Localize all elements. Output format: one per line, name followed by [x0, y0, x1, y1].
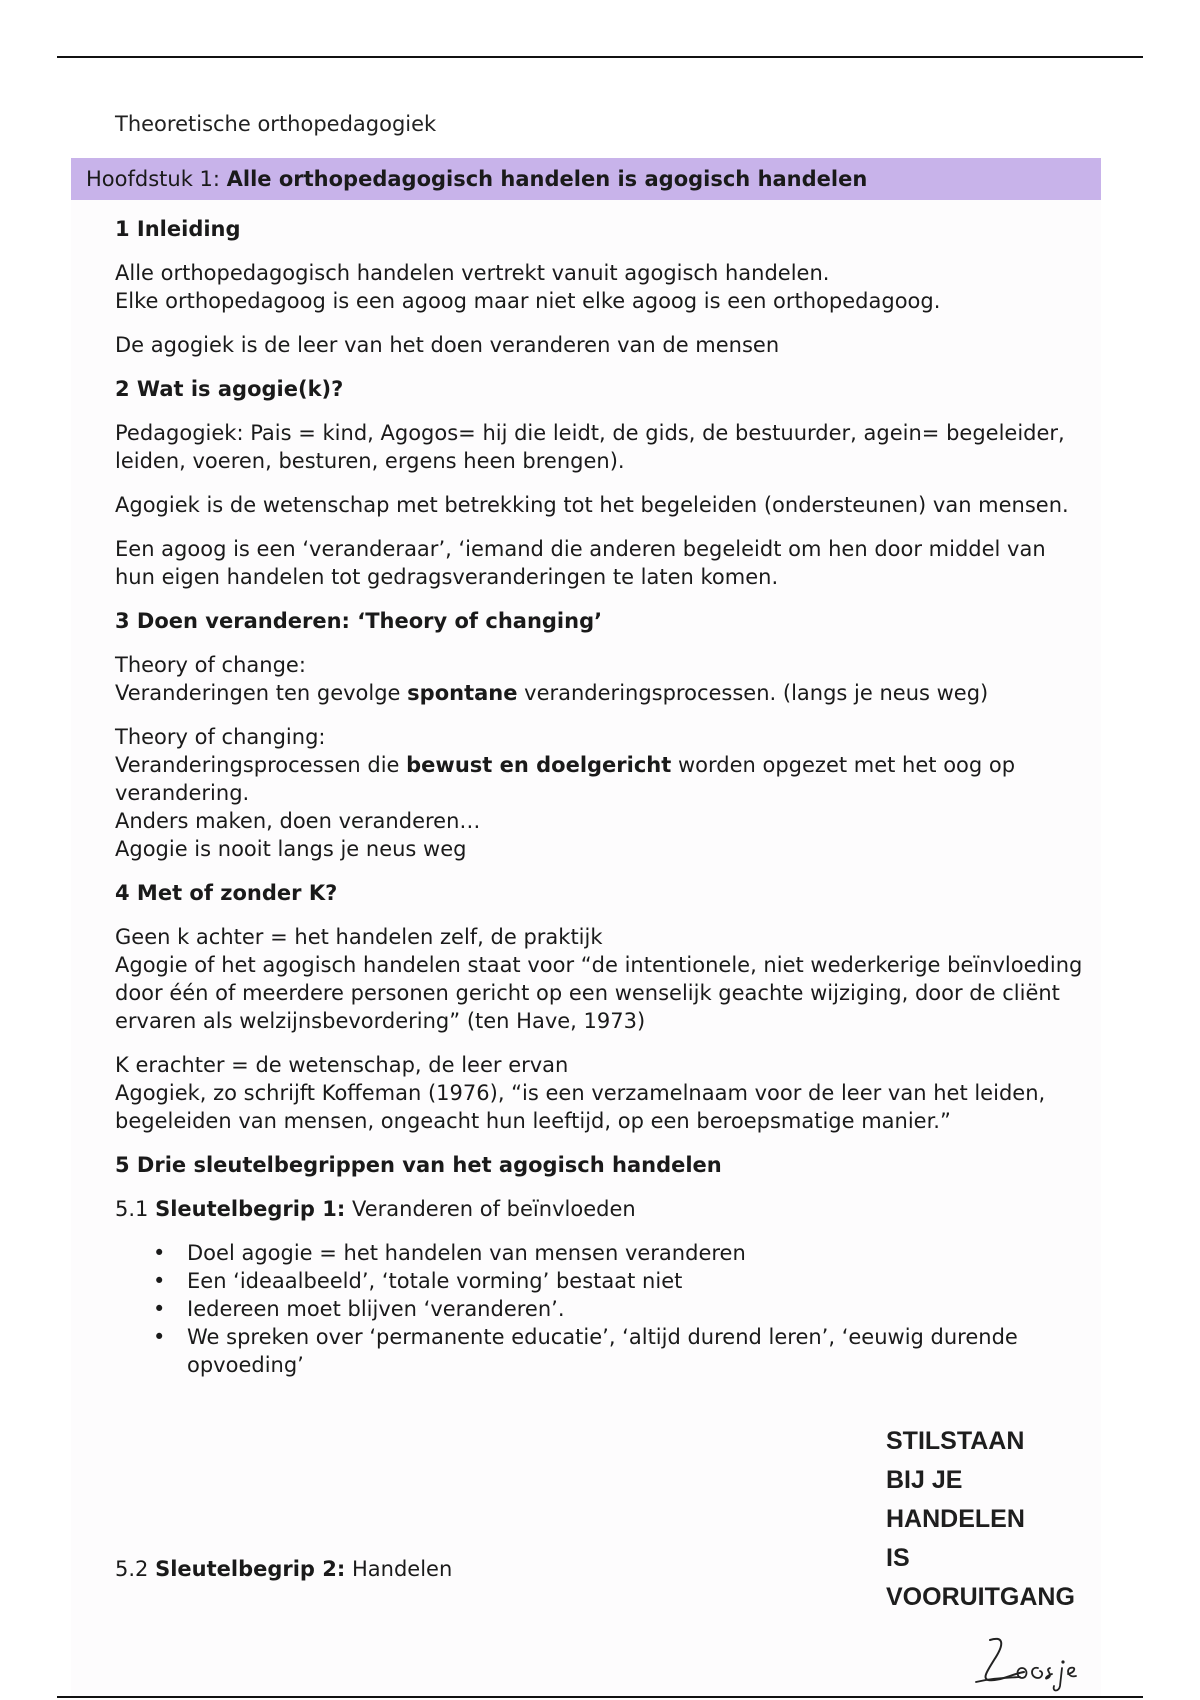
text-run: worden opgezet met het oog op verandering. — [115, 753, 1016, 805]
text-line: Agogie is nooit langs je neus weg — [115, 837, 467, 861]
subsection-number: 5.2 — [115, 1557, 156, 1581]
section-2-heading: 2 Wat is agogie(k)? — [115, 377, 344, 401]
top-rule — [57, 56, 1143, 58]
text-line: Elke orthopedagoog is een agoog maar niet elke agoog is een orthopedagoog. — [115, 289, 941, 313]
list-item: • We spreken over ‘permanente educatie’, ‘altijd durend leren’, ‘eeuwig durende opvoeding’ — [187, 1323, 1090, 1379]
text-line: Theory of changing: — [115, 725, 326, 749]
quote-line: BIJ JE — [886, 1466, 963, 1494]
section-5-heading: 5 Drie sleutelbegrippen van het agogisch handelen — [115, 1153, 722, 1177]
bottom-rule — [57, 1696, 1143, 1698]
loesje-signature — [972, 1632, 1082, 1692]
loesje-quote — [886, 1422, 1096, 1617]
section-1-paragraph-2: De agogiek is de leer van het doen veranderen van de mensen — [115, 333, 780, 357]
section-2-paragraph-3: Een agoog is een ‘veranderaar’, ‘iemand die anderen begeleidt om hen door middel van hun eigen handelen tot gedragsveranderingen te laten komen. — [115, 537, 1046, 589]
text-run: veranderingsprocessen. (langs je neus weg) — [517, 681, 989, 705]
theory-of-changing-paragraph — [115, 723, 1090, 863]
list-item: • Doel agogie = het handelen van mensen veranderen — [187, 1239, 1090, 1267]
section-1-paragraph-1 — [115, 259, 1090, 315]
text-run: Veranderen of beïnvloeden — [345, 1197, 636, 1221]
text-run: Agogie of het agogisch handelen staat voor “de intentionele, niet wederkerige beïnvloeding door één of meerdere personen gericht op een wenselijk geachte wijziging, door de cliënt ervaren als welzijnsbevordering” (ten Have, 1973) — [115, 953, 1083, 1033]
quote-line: VOORUITGANG — [886, 1583, 1075, 1611]
text-run: Veranderingsprocessen die — [115, 753, 407, 777]
section-2-paragraph-1: Pedagogiek: Pais = kind, Agogos= hij die leidt, de gids, de bestuurder, agein= begeleider, leiden, voeren, besturen, ergens heen brengen). — [115, 421, 1065, 473]
section-4-paragraph-2 — [115, 1051, 1090, 1135]
theory-of-change-paragraph — [115, 651, 1090, 707]
bullet-list — [115, 1239, 1090, 1379]
section-1-heading: 1 Inleiding — [115, 217, 241, 241]
chapter-title: Alle orthopedagogisch handelen is agogisch handelen — [226, 167, 868, 191]
text-run: Veranderingen ten gevolge — [115, 681, 408, 705]
text-line: K erachter = de wetenschap, de leer ervan — [115, 1053, 569, 1077]
bold-text: spontane — [407, 681, 518, 705]
text-line: Theory of change: — [115, 653, 306, 677]
section-3-heading: 3 Doen veranderen: ‘Theory of changing’ — [115, 609, 603, 633]
text-line: Geen k achter = het handelen zelf, de praktijk — [115, 925, 603, 949]
text-run: Handelen — [345, 1557, 453, 1581]
text-line: Anders maken, doen veranderen… — [115, 809, 481, 833]
document-body — [115, 215, 1090, 1379]
bold-text: Sleutelbegrip 1: — [155, 1197, 346, 1221]
chapter-prefix: Hoofdstuk 1: — [86, 167, 227, 191]
quote-line: STILSTAAN — [886, 1427, 1025, 1455]
list-item: • Een ‘ideaalbeeld’, ‘totale vorming’ bestaat niet — [187, 1267, 1090, 1295]
subsection-number: 5.1 — [115, 1197, 156, 1221]
subsection-5-1-heading — [115, 1195, 1090, 1223]
chapter-title-bar — [71, 158, 1101, 200]
section-4-heading: 4 Met of zonder K? — [115, 881, 338, 905]
section-4-paragraph-1 — [115, 923, 1090, 1035]
document-header: Theoretische orthopedagogiek — [115, 112, 437, 136]
subsection-5-2-heading — [115, 1555, 452, 1583]
quote-line: HANDELEN — [886, 1505, 1025, 1533]
list-item: • Iedereen moet blijven ‘veranderen’. — [187, 1295, 1090, 1323]
bold-text: bewust en doelgericht — [406, 753, 672, 777]
bold-text: Sleutelbegrip 2: — [155, 1557, 346, 1581]
quote-line: IS — [886, 1544, 910, 1572]
section-2-paragraph-2: Agogiek is de wetenschap met betrekking tot het begeleiden (ondersteunen) van mensen. — [115, 493, 1069, 517]
text-line: Alle orthopedagogisch handelen vertrekt vanuit agogisch handelen. — [115, 261, 830, 285]
text-run: Agogiek, zo schrijft Koffeman (1976), “is een verzamelnaam voor de leer van het leiden, begeleiden van mensen, ongeacht hun leeftijd, op een beroepsmatige manier.” — [115, 1081, 1046, 1133]
